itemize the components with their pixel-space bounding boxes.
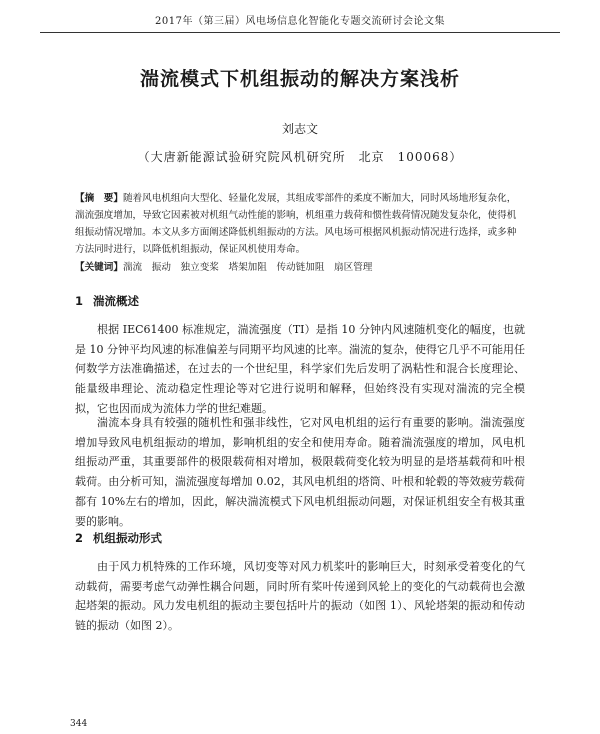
section-number: 1 [75,294,84,308]
section-number: 2 [75,531,84,545]
author-affiliation: （大唐新能源试验研究院风机研究所 北京 100068） [137,150,463,164]
section-title: 湍流概述 [93,294,139,308]
abstract-text: 随着风电机组向大型化、轻量化发展，其组成零部件的柔度不断加大，同时风场地形复杂化，湍流强度增加，导致它因素被对机组气动性能的影响，机组重力载荷和惯性载荷情况随发复杂化，使得机组振动情况增加。本文从多方面阐述降低机组振动的方法。风电场可根据风机振动情况进行选择，或多种方法同时进行，以降低机组振动，保证风机使用寿命。 [75,193,517,255]
keywords-label: 【关键词】 [75,262,123,273]
page-number: 344 [70,719,88,729]
running-header: 2017年（第三届）风电场信息化智能化专题交流研讨会论文集 [40,12,560,33]
keywords [75,260,525,276]
keywords-text: 湍流 振动 独立变桨 塔架加阻 传动链加阻 扇区管理 [122,262,373,273]
abstract-label: 【摘 要】 [75,193,123,204]
section-title: 机组振动形式 [93,531,162,545]
section-heading-1 [75,293,525,309]
section-heading-2 [75,530,525,546]
body-paragraph: 由于风力机特殊的工作环境，风切变等对风力机桨叶的影响巨大，时刻承受着变化的气动载荷，需要考虑气动弹性耦合问题，同时所有桨叶传递到风轮上的变化的气动载荷也会激起塔架的振动。风力发电机组的振动主要包括叶片的振动（如图 1）、风轮塔架的振动和传动链的振动（如图 2）。 [75,560,525,633]
body-paragraph: 根据 IEC61400 标准规定，湍流强度（TI）是指 10 分钟内风速随机变化的幅度，也就是 10 分钟平均风速的标准偏差与同期平均风速的比率。湍流的复杂，使得它几乎不可能用任何数学方法准确描述，在过去的一个世纪里，科学家们先后发明了涡粘性和混合长度理论、能量级串理论、流动稳定性理论等对它进行说明和解释，但始终没有实现对湍流的完全模拟，它也因而成为流体力学的世纪难题。 [75,323,525,415]
body-paragraph: 湍流本身具有较强的随机性和强非线性，它对风电机组的运行有重要的影响。湍流强度增加导致风电机组振动的增加，影响机组的安全和使用寿命。随着湍流强度的增加，风电机组振动严重，其重要部件的极限载荷相对增加，极限载荷变化较为明显的是塔基载荷和叶根载荷。由分析可知，湍流强度每增加 0.02，其风电机组的塔筒、叶根和轮毂的等效疲劳载荷都有 10%左右的增加，因此，解决湍流模式下风电机组振动问题，对保证机组安全有极其重要的影响。 [75,416,525,528]
abstract [75,190,525,258]
paper-title: 湍流模式下机组振动的解决方案浅析 [139,68,460,90]
author-name: 刘志文 [281,122,318,136]
